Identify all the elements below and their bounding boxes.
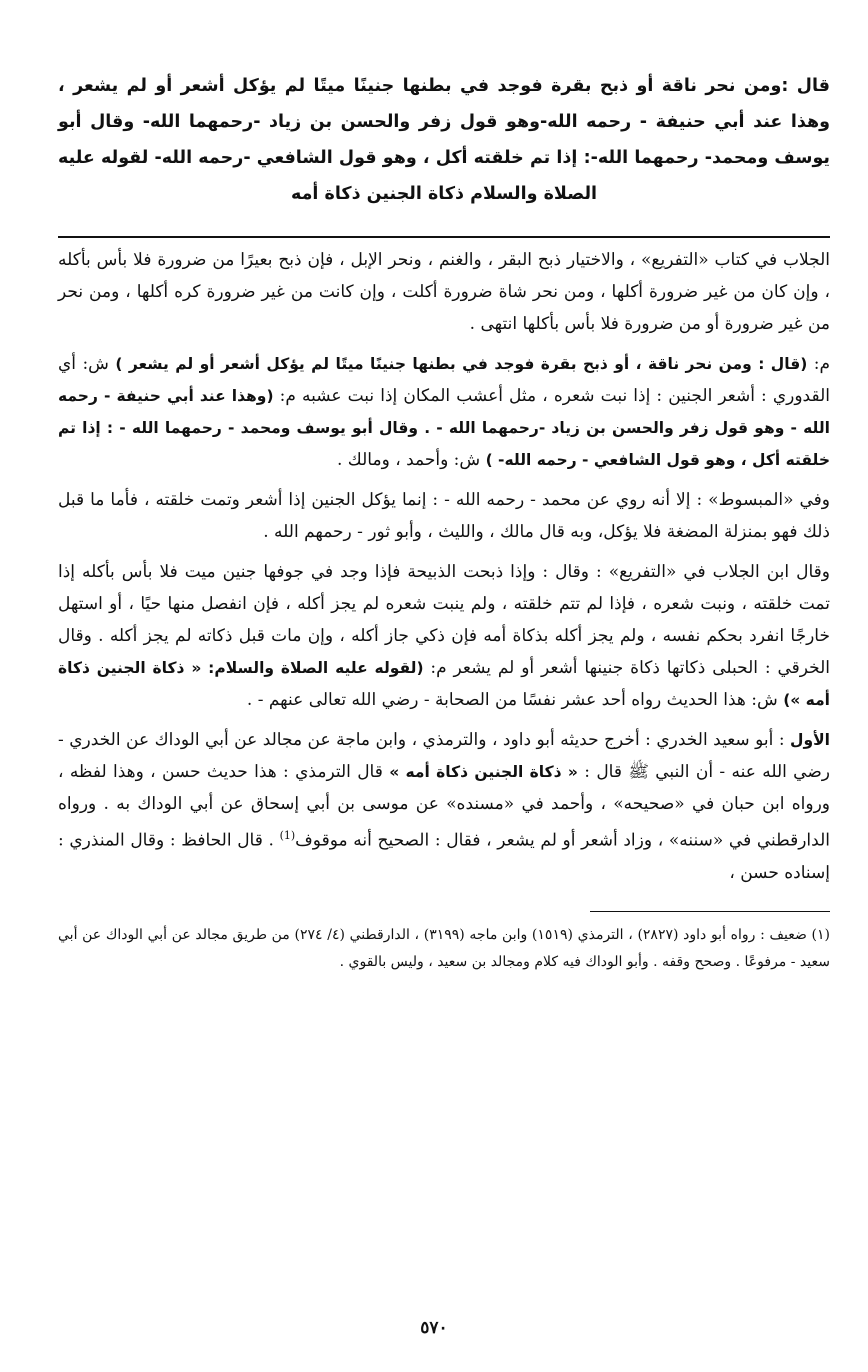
paragraph-5-label: الأول (790, 731, 830, 749)
page-body (58, 68, 830, 976)
paragraph-2-text-2: ش: وأحمد ، ومالك . (336, 450, 486, 470)
paragraph-4-quote: (لقوله عليه الصلاة والسلام: « ذكاة الجنين ذكاة أمه ») (58, 659, 830, 709)
paragraph-4-text-2: ش: هذا الحديث رواه أحد عشر نفسًا من الصحابة - رضي الله تعالى عنهم - . (246, 690, 784, 710)
paragraph-5-text-2: قال الترمذي : هذا حديث حسن ، وهذا لفظه ، ورواه ابن حبان في «صحيحه» ، وأحمد في «مسنده» عن موسى بن أبي إسحاق عن أبي الوداك به . ورواه الدارقطني في «سننه» ، وزاد أشعر أو لم يشعر ، فقال : الصحيح أنه موقوف (58, 762, 830, 851)
paragraph-5-quote: « ذكاة الجنين ذكاة أمه » (389, 763, 578, 781)
paragraph-2-text: ش: أي القدوري : أشعر الجنين : إذا نبت شعره ، مثل أعشب المكان إذا نبت عشبه م: (58, 354, 830, 406)
paragraph-3-text: وفي «المبسوط» : إلا أنه روي عن محمد - رحمه الله - : إنما يؤكل الجنين إذا أشعر وتمت خلقته ، فأما ما قبل ذلك فهو بمنزلة المضغة فلا يؤكل، وبه قال مالك ، والليث ، وأبو ثور - رحمهم الله . (58, 490, 830, 542)
paragraph-2-prefix: م: (807, 354, 830, 374)
paragraph-2 (58, 348, 830, 476)
paragraph-5-text: : أبو سعيد الخدري : أخرج حديثه أبو داود ، والترمذي ، وابن ماجة عن مجالد عن أبي الوداك عن الخدري - رضي الله عنه - أن النبي ﷺ قال : (58, 730, 830, 782)
paragraph-3 (58, 484, 830, 548)
footnote-reference[interactable]: (1) (279, 829, 296, 842)
paragraph-5 (58, 724, 830, 889)
footnote-divider (590, 911, 830, 912)
main-divider (58, 236, 830, 238)
paragraph-5-text-3: . قال الحافظ : وقال المنذري : إسناده حسن ، (58, 830, 830, 883)
page-number: ٥٧٠ (420, 1318, 448, 1338)
footnote-text: (١) ضعيف : رواه أبو داود (٢٨٢٧) ، الترمذي (١٥١٩) وابن ماجه (٣١٩٩) ، الدارقطني (٤/ ٢٧٤) من طريق مجالد عن أبي الوداك عن أبي سعيد - مرفوعًا . وصحح وقفه . وأبو الوداك فيه كلام ومجالد بن سعيد ، وليس بالقوي . (58, 926, 830, 970)
paragraph-1-text: الجلاب في كتاب «التفريع» ، والاختيار ذبح البقر ، والغنم ، ونحر الإبل ، فإن ذبح بعيرًا من ضرورة فلا بأس بأكله ، وإن كان من غير ضرورة أكلها ، ومن نحر شاة ضرورة أكلت ، وإن كانت من غير ضرورة كره أكلها ، ومن نحر من غير ضرورة أو من ضرورة فلا بأس بأكلها انتهى . (58, 250, 830, 334)
paragraph-2-quote-2: (وهذا عند أبي حنيفة - رحمه الله - وهو قول زفر والحسن بن زياد -رحمهما الله - . وقال أبو يوسف ومحمد - رحمهما الله - : إذا تم خلقته أكل ، وهو قول الشافعي - رحمه الله- ) (58, 387, 830, 469)
paragraph-2-quote: (قال : ومن نحر ناقة ، أو ذبح بقرة فوجد في بطنها جنينًا ميتًا لم يؤكل أشعر أو لم يشعر ) (115, 355, 808, 373)
paragraph-1 (58, 244, 830, 340)
paragraph-4 (58, 556, 830, 716)
matn-text: قال :ومن نحر ناقة أو ذبح بقرة فوجد في بطنها جنينًا ميتًا لم يؤكل أشعر أو لم يشعر ، وهذا عند أبي حنيفة - رحمه الله-وهو قول زفر والحسن بن زياد -رحمهما الله- وقال أبو يوسف ومحمد- رحمهما الله-: إذا تم خلقته أكل ، وهو قول الشافعي -رحمه الله- لقوله عليه الصلاة والسلام ذكاة الجنين ذكاة أمه (58, 76, 830, 204)
paragraph-4-text: وقال ابن الجلاب في «التفريع» : وقال : وإذا ذبحت الذبيحة فإذا وجد في جوفها جنين ميت فلا بأس بأكله إذا تمت خلقته ، ونبت شعره ، فإذا لم تتم خلقته ، ولم ينبت شعره لم يجز أكله ، فإن انفصل منها حيًا ، أو استهل خارجًا انفرد بحكم نفسه ، ولم يجز أكله بذكاة أمه فإن ذكي جاز أكله ، وإن مات قبل ذكاته لم يجز أكله . وقال الخرقي : الحبلى ذكاتها ذكاة جنينها أشعر أو لم يشعر م: (58, 562, 830, 678)
